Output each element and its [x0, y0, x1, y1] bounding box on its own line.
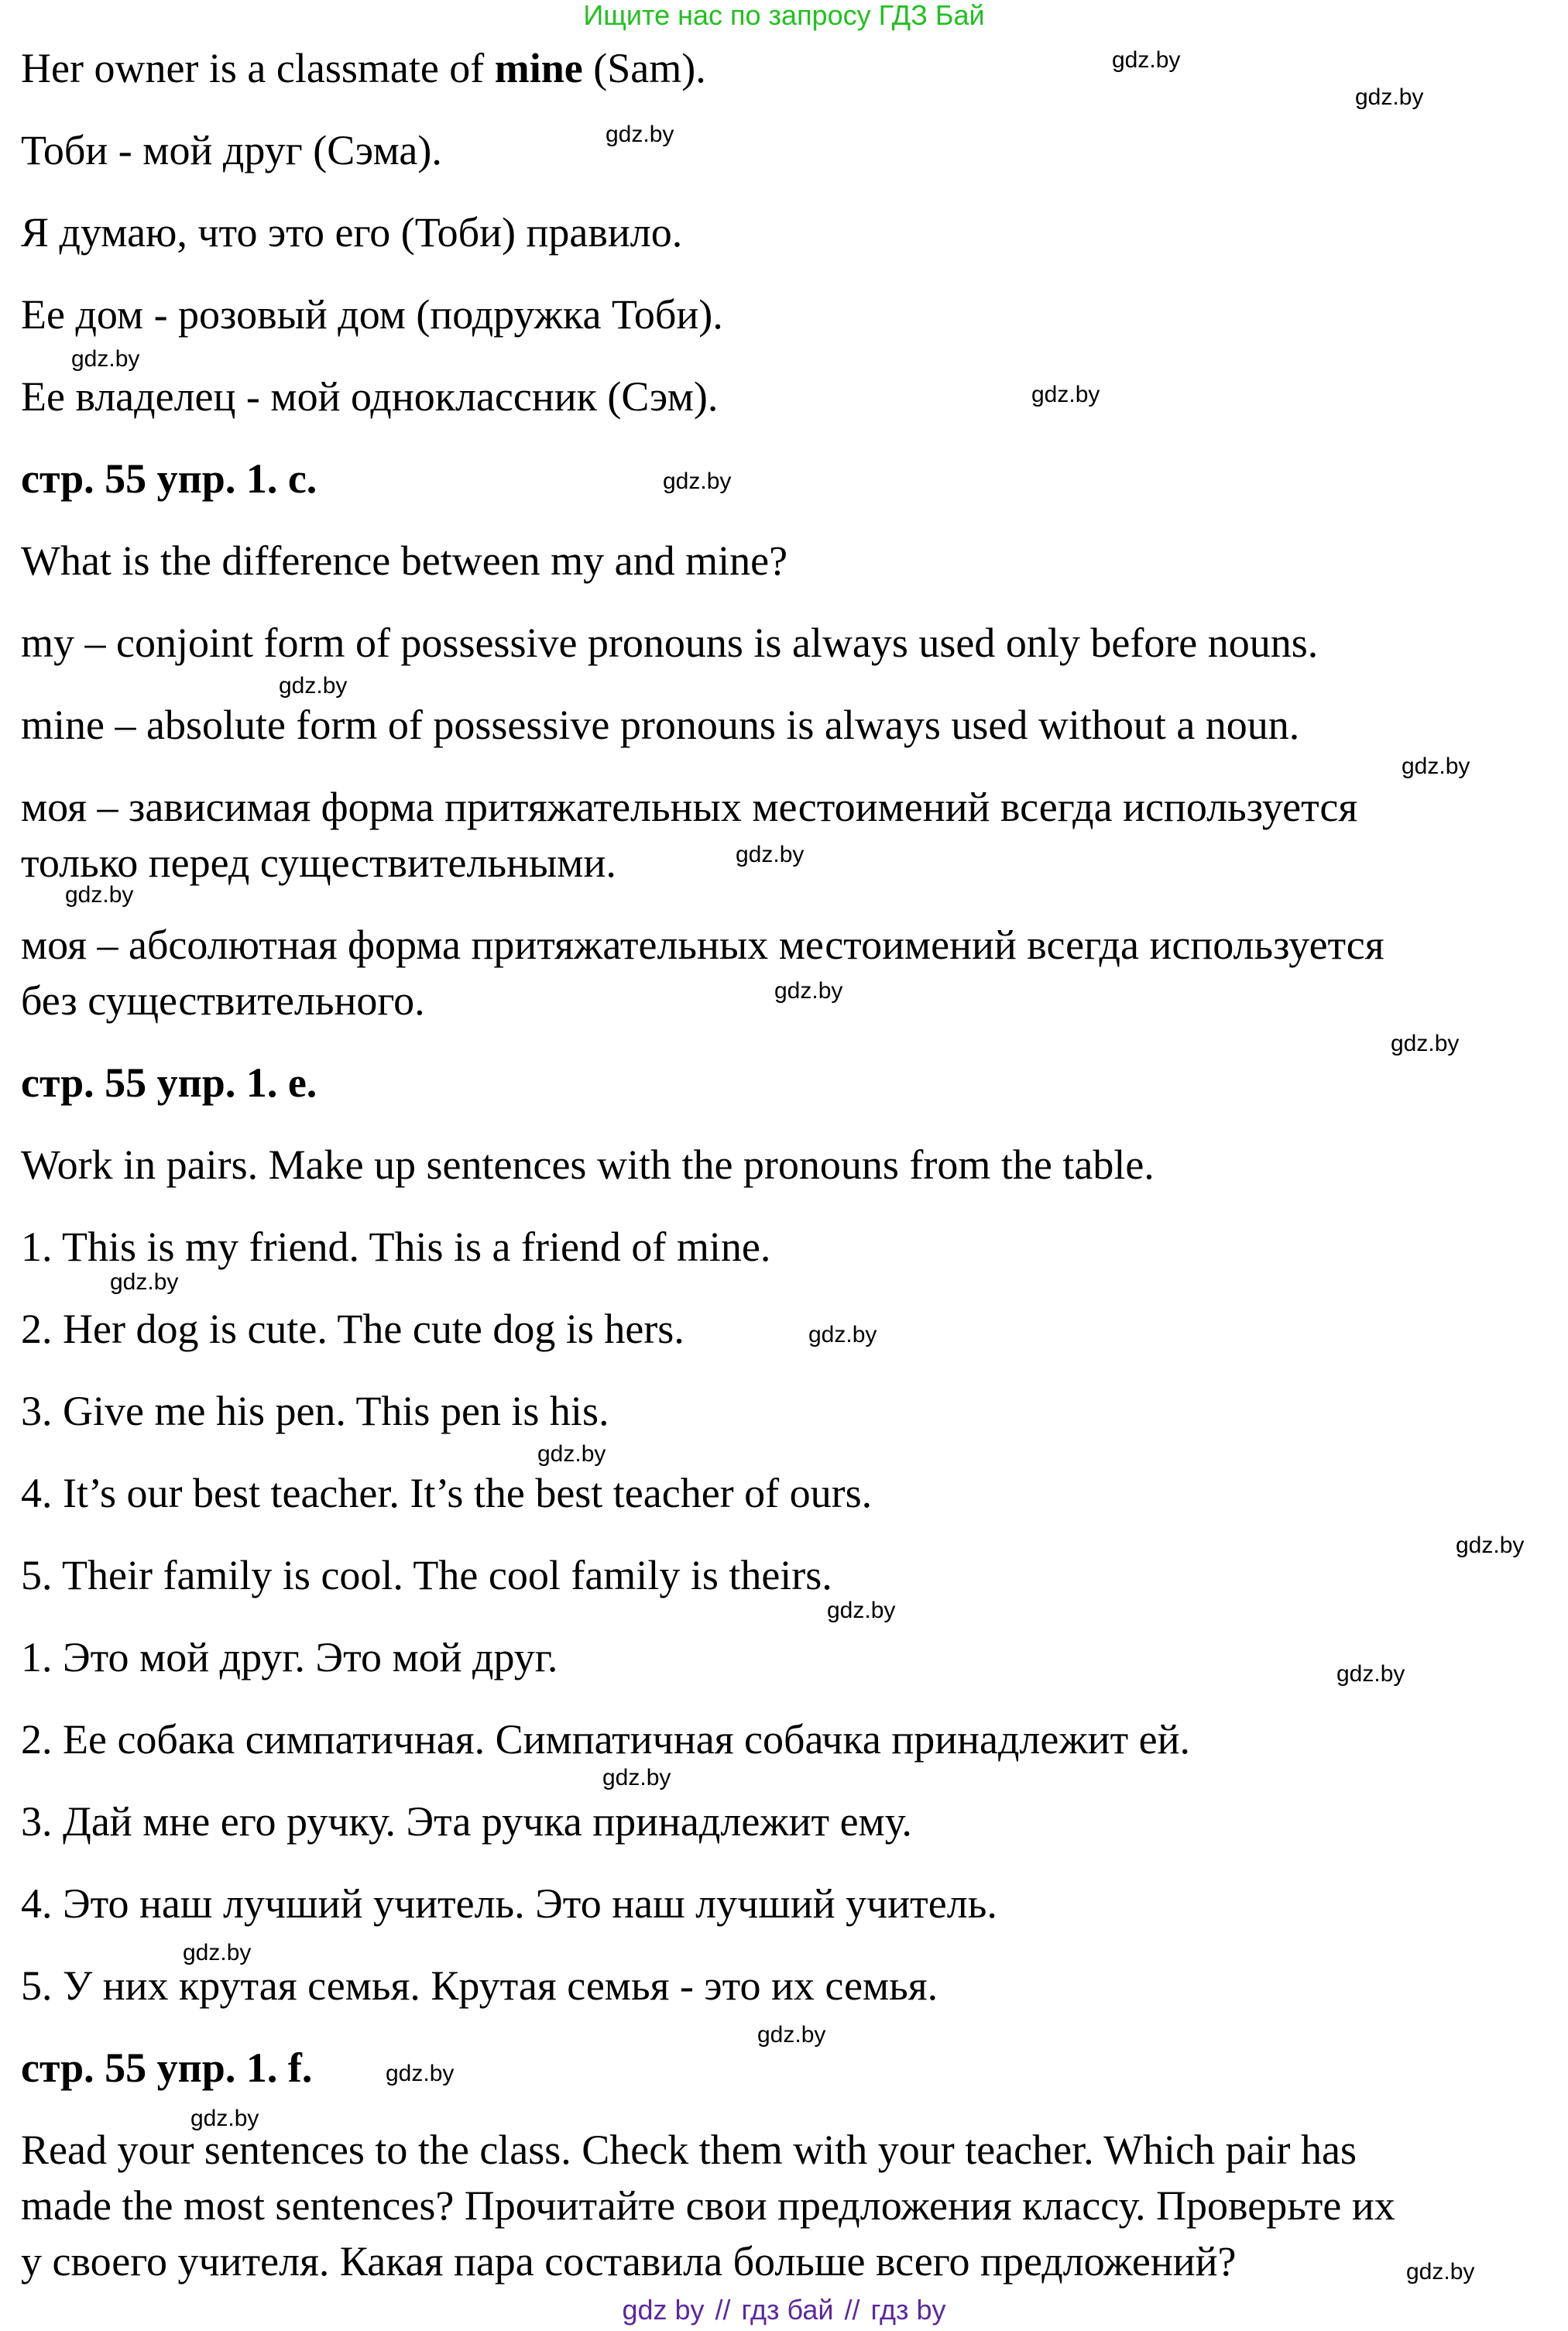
- list-item: 2. Ее собака симпатичная. Симпатичная собачка принадлежит ей.: [21, 1716, 1191, 1763]
- text-line: Her owner is a classmate of mine (Sam).: [21, 45, 706, 91]
- watermark: gdz.by: [827, 1598, 896, 1623]
- list-item: 1. Это мой друг. Это мой друг.: [21, 1634, 558, 1680]
- footer-link-gdz-by[interactable]: gdz by: [622, 2294, 705, 2326]
- watermark: gdz.by: [537, 1441, 606, 1467]
- text-line: Тоби - мой друг (Сэма).: [21, 127, 442, 173]
- section-heading: стр. 55 упр. 1. c.: [21, 455, 317, 502]
- footer-link-gdz-by-ru[interactable]: гдз by: [870, 2294, 946, 2326]
- section-heading: стр. 55 упр. 1. f.: [21, 2044, 313, 2091]
- watermark: gdz.by: [190, 2106, 259, 2131]
- watermark: gdz.by: [736, 842, 805, 867]
- watermark: gdz.by: [663, 469, 732, 494]
- text-line: Ее владелец - мой одноклассник (Сэм).: [21, 373, 719, 420]
- watermark: gdz.by: [1031, 382, 1100, 407]
- watermark: gdz.by: [1355, 84, 1424, 110]
- watermark: gdz.by: [279, 673, 348, 699]
- list-item: 3. Дай мне его ручку. Эта ручка принадлежит ему.: [21, 1798, 912, 1845]
- watermark: gdz.by: [774, 978, 843, 1004]
- watermark: gdz.by: [1406, 2259, 1475, 2285]
- text-line: у своего учителя. Какая пара составила больше всего предложений?: [21, 2238, 1237, 2285]
- text-line: без существительного.: [21, 977, 425, 1024]
- text-line: Ее дом - розовый дом (подружка Тоби).: [21, 291, 723, 338]
- list-item: 2. Her dog is cute. The cute dog is hers.: [21, 1306, 684, 1352]
- watermark: gdz.by: [808, 1322, 877, 1347]
- top-banner: Ищите нас по запросу ГДЗ Бай: [583, 0, 985, 31]
- watermark: gdz.by: [757, 2022, 826, 2048]
- text-line: Read your sentences to the class. Check them with your teacher. Which pair has: [21, 2127, 1357, 2173]
- watermark: gdz.by: [1391, 1031, 1460, 1056]
- watermark: gdz.by: [1456, 1533, 1525, 1558]
- watermark: gdz.by: [71, 346, 140, 372]
- footer: [0, 2294, 1568, 2326]
- watermark: gdz.by: [65, 882, 134, 908]
- list-item: 1. This is my friend. This is a friend of mine.: [21, 1224, 771, 1270]
- watermark: gdz.by: [1402, 754, 1470, 779]
- list-item: 5. У них крутая семья. Крутая семья - это их семья.: [21, 1962, 938, 2009]
- text-line: Я думаю, что это его (Тоби) правило.: [21, 209, 683, 256]
- text-line: my – conjoint form of possessive pronouns is always used only before nouns.: [21, 620, 1319, 666]
- list-item: 3. Give me his pen. This pen is his.: [21, 1388, 609, 1434]
- text-line: mine – absolute form of possessive pronouns is always used without a noun.: [21, 702, 1300, 748]
- watermark: gdz.by: [183, 1940, 252, 1965]
- text-line: Work in pairs. Make up sentences with the pronouns from the table.: [21, 1141, 1155, 1188]
- list-item: 5. Their family is cool. The cool family is theirs.: [21, 1552, 832, 1598]
- text-line: моя – абсолютная форма притяжательных местоимений всегда используется: [21, 922, 1384, 968]
- footer-separator: //: [715, 2294, 731, 2326]
- watermark: gdz.by: [110, 1269, 179, 1295]
- footer-link-gdz-bai[interactable]: гдз бай: [741, 2294, 834, 2326]
- footer-separator: //: [844, 2294, 860, 2326]
- text-line: made the most sentences? Прочитайте свои предложения классу. Проверьте их: [21, 2182, 1395, 2229]
- watermark: gdz.by: [1336, 1661, 1405, 1687]
- watermark: gdz.by: [386, 2061, 455, 2086]
- section-heading: стр. 55 упр. 1. e.: [21, 1059, 317, 1106]
- list-item: 4. It’s our best teacher. It’s the best teacher of ours.: [21, 1470, 873, 1516]
- watermark: gdz.by: [606, 122, 674, 147]
- list-item: 4. Это наш лучший учитель. Это наш лучший учитель.: [21, 1880, 997, 1927]
- watermark: gdz.by: [1112, 47, 1181, 73]
- text-line: моя – зависимая форма притяжательных местоимений всегда используется: [21, 784, 1358, 830]
- text-line: только перед существительными.: [21, 839, 616, 886]
- text-line: What is the difference between my and mine?: [21, 537, 788, 584]
- watermark: gdz.by: [602, 1765, 671, 1790]
